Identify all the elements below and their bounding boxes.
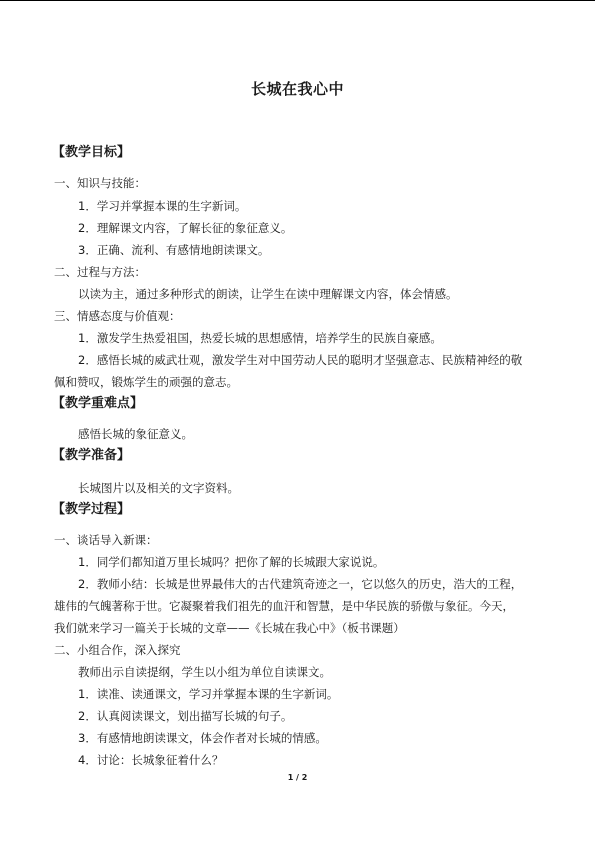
section-heading-process: 【教学过程】 [52,502,131,517]
goals-item-3-2: 2．感悟长城的威武壮观，激发学生对中国劳动人民的聪明才坚强意志、民族精神经的敬 [78,353,523,367]
process-item-1-2-cont1: 雄伟的气魄著称于世。它凝聚着我们祖先的血汗和智慧，是中华民族的骄傲与象征。今天， [54,599,514,613]
process-item-2: 二、小组合作，深入探究 [54,643,181,657]
process-item-2-4: 4．讨论：长城象征着什么？ [78,753,224,767]
goals-item-1-1: 1．学习并掌握本课的生字新词。 [78,199,247,213]
page-number: 1 / 2 [287,773,308,782]
key-item-1: 感悟长城的象征意义。 [78,427,193,441]
goals-item-1: 一、知识与技能： [54,176,146,190]
section-heading-prep: 【教学准备】 [52,448,131,463]
process-item-1: 一、谈话导入新课： [54,533,158,547]
process-item-2-1: 1．读准、读通课文，学习并掌握本课的生字新词。 [78,687,339,701]
section-heading-key: 【教学重难点】 [52,396,144,411]
goals-item-1-3: 3．正确、流利、有感情地朗读课文。 [78,243,270,257]
process-item-1-2: 2．教师小结：长城是世界最伟大的古代建筑奇迹之一，它以悠久的历史，浩大的工程， [78,577,523,591]
goals-item-2: 二、过程与方法： [54,265,146,279]
process-item-1-1: 1．同学们都知道万里长城吗？把你了解的长城跟大家说说。 [78,555,385,569]
goals-item-3: 三、情感态度与价值观： [54,309,181,323]
goals-item-3-2-cont: 佩和赞叹，锻炼学生的顽强的意志。 [54,375,238,389]
process-item-1-2-cont2: 我们就来学习一篇关于长城的文章——《长城在我心中》（板书课题） [54,621,405,635]
header-rule [0,0,595,1]
section-heading-goals: 【教学目标】 [52,145,131,160]
goals-item-2-1: 以读为主，通过多种形式的朗读，让学生在读中理解课文内容，体会情感。 [78,287,458,301]
process-item-2-3: 3．有感情地朗读课文，体会作者对长城的情感。 [78,731,327,745]
process-item-2-2: 2．认真阅读课文，划出描写长城的句子。 [78,709,293,723]
page-title: 长城在我心中 [250,80,344,98]
process-item-2-0: 教师出示自读提纲，学生以小组为单位自读课文。 [78,665,331,679]
prep-item-1: 长城图片以及相关的文字资料。 [78,481,239,495]
goals-item-3-1: 1．激发学生热爱祖国，热爱长城的思想感情，培养学生的民族自豪感。 [78,331,442,345]
goals-item-1-2: 2．理解课文内容，了解长征的象征意义。 [78,221,293,235]
